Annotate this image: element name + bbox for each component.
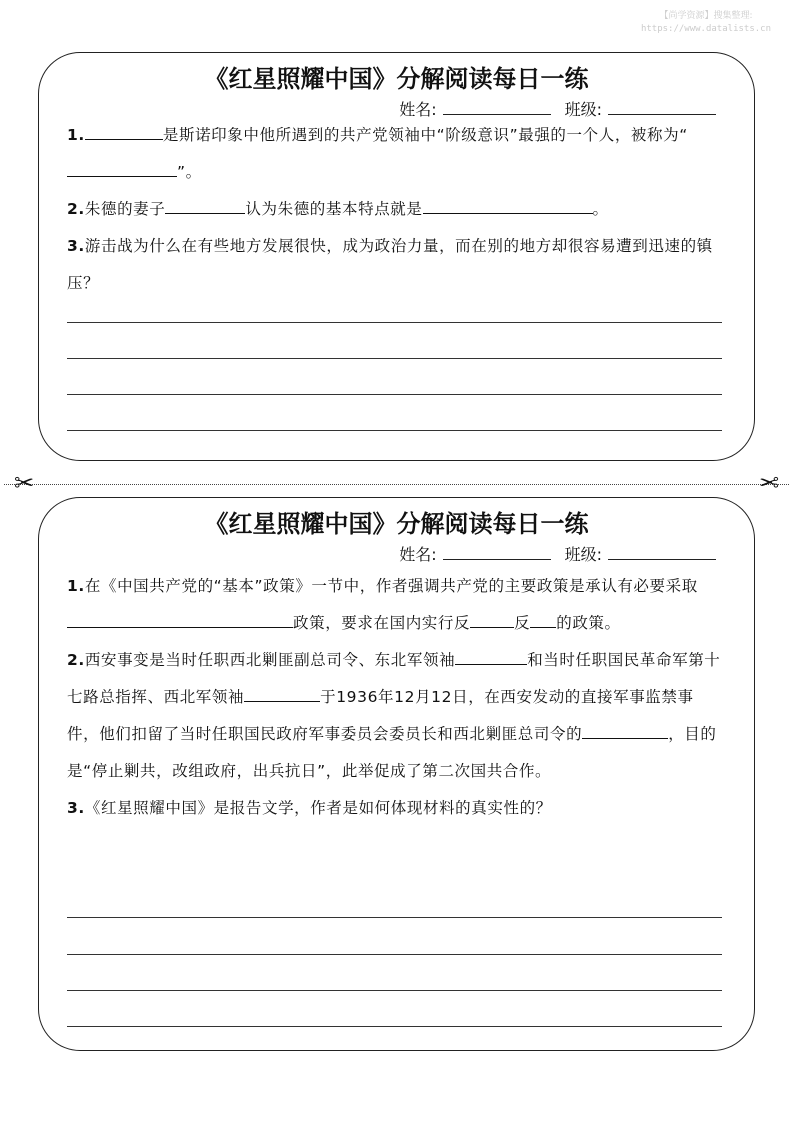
answer-blank[interactable]	[85, 125, 163, 140]
worksheet-card-2	[38, 497, 755, 1051]
question-text: 的政策。	[556, 614, 621, 632]
question-number: 1.	[67, 577, 85, 595]
questions	[67, 568, 722, 827]
watermark-url: https://www.datalists.cn	[640, 24, 771, 34]
worksheet-title: 《红星照耀中国》分解阅读每日一练	[204, 64, 589, 93]
question-number: 3.	[67, 799, 85, 817]
question-text: ，目的是“停止剿共，改组政府，出兵抗日”，此举促成了第二次国共合作。	[67, 725, 717, 780]
answer-line[interactable]	[67, 990, 722, 991]
class-label: 班级:	[564, 545, 602, 564]
name-blank[interactable]	[443, 544, 551, 560]
cut-line	[4, 484, 789, 485]
answer-line[interactable]	[67, 430, 722, 431]
question-text: 是斯诺印象中他所遇到的共产党领袖中“阶级意识”最强的一个人，被称为“	[162, 126, 688, 144]
answer-blank[interactable]	[67, 162, 177, 177]
question-text: 在《中国共产党的“基本”政策》一节中，作者强调共产党的主要政策是承认有必要采取	[84, 577, 698, 595]
answer-blank[interactable]	[165, 199, 245, 214]
answer-blank[interactable]	[530, 613, 556, 628]
question-number: 2.	[67, 651, 85, 669]
class-blank[interactable]	[608, 544, 716, 560]
question-3	[67, 228, 722, 302]
answer-blank[interactable]	[470, 613, 514, 628]
answer-line[interactable]	[67, 322, 722, 323]
question-text: 反	[514, 614, 531, 632]
question-text: 西安事变是当时任职西北剿匪副总司令、东北军领袖	[84, 651, 456, 669]
question-number: 2.	[67, 200, 85, 218]
name-label: 姓名:	[399, 100, 437, 119]
scissors-icon: ✂	[758, 469, 779, 497]
answer-blank[interactable]	[582, 724, 668, 739]
watermark	[641, 10, 771, 36]
question-text: 和当时任职国民革命军第十七路总指挥、西北军领袖	[67, 651, 721, 706]
answer-line[interactable]	[67, 954, 722, 955]
name-label: 姓名:	[399, 545, 437, 564]
questions	[67, 117, 722, 302]
answer-blank[interactable]	[423, 199, 593, 214]
question-1	[67, 117, 722, 191]
question-3	[67, 790, 722, 827]
question-1	[67, 568, 722, 642]
answer-blank[interactable]	[455, 650, 527, 665]
question-number: 1.	[67, 126, 85, 144]
watermark-text: 【尚学资源】搜集整理:	[659, 11, 753, 21]
answer-line[interactable]	[67, 394, 722, 395]
answer-blank[interactable]	[67, 613, 293, 628]
name-class-row	[399, 542, 716, 565]
question-text: ”。	[177, 163, 202, 181]
question-text: 《红星照耀中国》是报告文学，作者是如何体现材料的真实性的？	[84, 799, 552, 817]
class-label: 班级:	[564, 100, 602, 119]
answer-line[interactable]	[67, 1026, 722, 1027]
question-text: 政策，要求在国内实行反	[293, 614, 471, 632]
scissors-icon: ✂	[14, 469, 35, 497]
question-text: 朱德的妻子	[84, 200, 166, 218]
question-text: 游击战为什么在有些地方发展很快，成为政治力量，而在别的地方却很容易遭到迅速的镇压？	[67, 237, 713, 292]
question-number: 3.	[67, 237, 85, 255]
question-text: 。	[592, 200, 609, 218]
answer-blank[interactable]	[244, 687, 320, 702]
answer-line[interactable]	[67, 917, 722, 918]
question-2	[67, 191, 722, 228]
question-2	[67, 642, 722, 790]
class-blank[interactable]	[608, 99, 716, 115]
worksheet-title: 《红星照耀中国》分解阅读每日一练	[204, 509, 589, 538]
name-blank[interactable]	[443, 99, 551, 115]
worksheet-card-1	[38, 52, 755, 461]
answer-line[interactable]	[67, 358, 722, 359]
question-text: 于1936年12月12日，在西安发动的直接军事监禁事件，他们扣留了当时任职国民政府军事委员会委员长和西北剿匪总司令的	[67, 688, 694, 743]
question-text: 认为朱德的基本特点就是	[245, 200, 423, 218]
